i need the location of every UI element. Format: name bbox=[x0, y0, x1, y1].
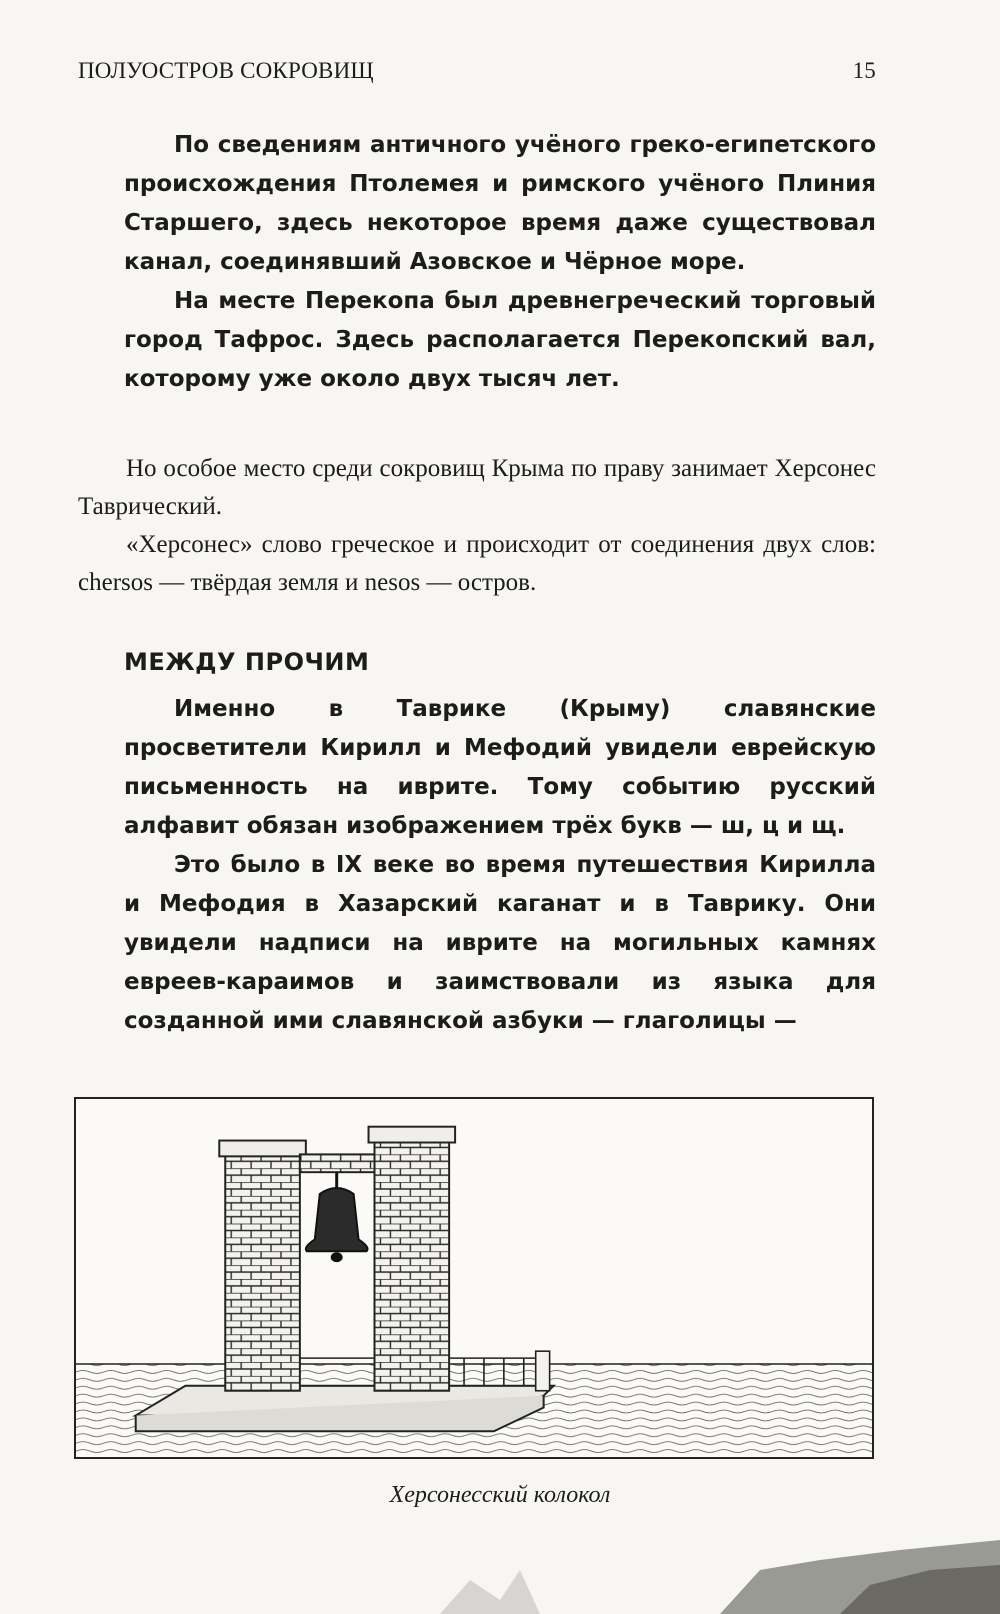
figure-caption: Херсонесский колокол bbox=[389, 1482, 611, 1508]
paragraph: На месте Перекопа был древнегреческий торговый город Тафрос. Здесь располагается Перекопский вал, которому уже около двух тысяч лет. bbox=[124, 288, 876, 392]
paragraph: Но особое место среди сокровищ Крыма по праву занимает Херсонес Таврический. bbox=[78, 455, 876, 520]
running-head bbox=[78, 58, 876, 84]
figure-frame bbox=[74, 1097, 874, 1459]
page-number: 15 bbox=[852, 58, 876, 83]
highlighted-text-block bbox=[124, 126, 876, 399]
cross-beam bbox=[300, 1154, 375, 1172]
paragraph: Это было в IX веке во время путешествия Кирилла и Мефодия в Хазарский каганат и в Таврику. Они увидели надписи на иврите на могильных камнях евреев-караимов и заимствовали из языка для созданной ими славянской азбуки — глаголицы — bbox=[124, 852, 876, 1034]
paragraph: «Херсонес» слово греческое и происходит от соединения двух слов: chersos — твёрдая земля и nesos — остров. bbox=[78, 531, 876, 596]
left-pillar bbox=[219, 1141, 306, 1391]
running-title: ПОЛУОСТРОВ СОКРОВИЩ bbox=[78, 58, 374, 83]
aside-heading: МЕЖДУ ПРОЧИМ bbox=[124, 648, 370, 676]
right-pillar bbox=[369, 1127, 456, 1391]
bell-icon bbox=[306, 1172, 368, 1262]
body-text-block bbox=[78, 450, 876, 602]
aside-text-block bbox=[124, 690, 876, 1041]
paragraph: По сведениям античного учёного греко-египетского происхождения Птолемея и римского учёного Плиния Старшего, здесь некоторое время даже существовал канал, соединявший Азовское и Чёрное море. bbox=[124, 132, 876, 275]
next-page-shadow bbox=[0, 1540, 1000, 1614]
bell-tower-illustration bbox=[76, 1099, 872, 1457]
paragraph: Именно в Таврике (Крыму) славянские просветители Кирилл и Мефодий увидели еврейскую письменность на иврите. Тому событию русский алфавит обязан изображением трёх букв — ш, ц и щ. bbox=[124, 696, 876, 839]
